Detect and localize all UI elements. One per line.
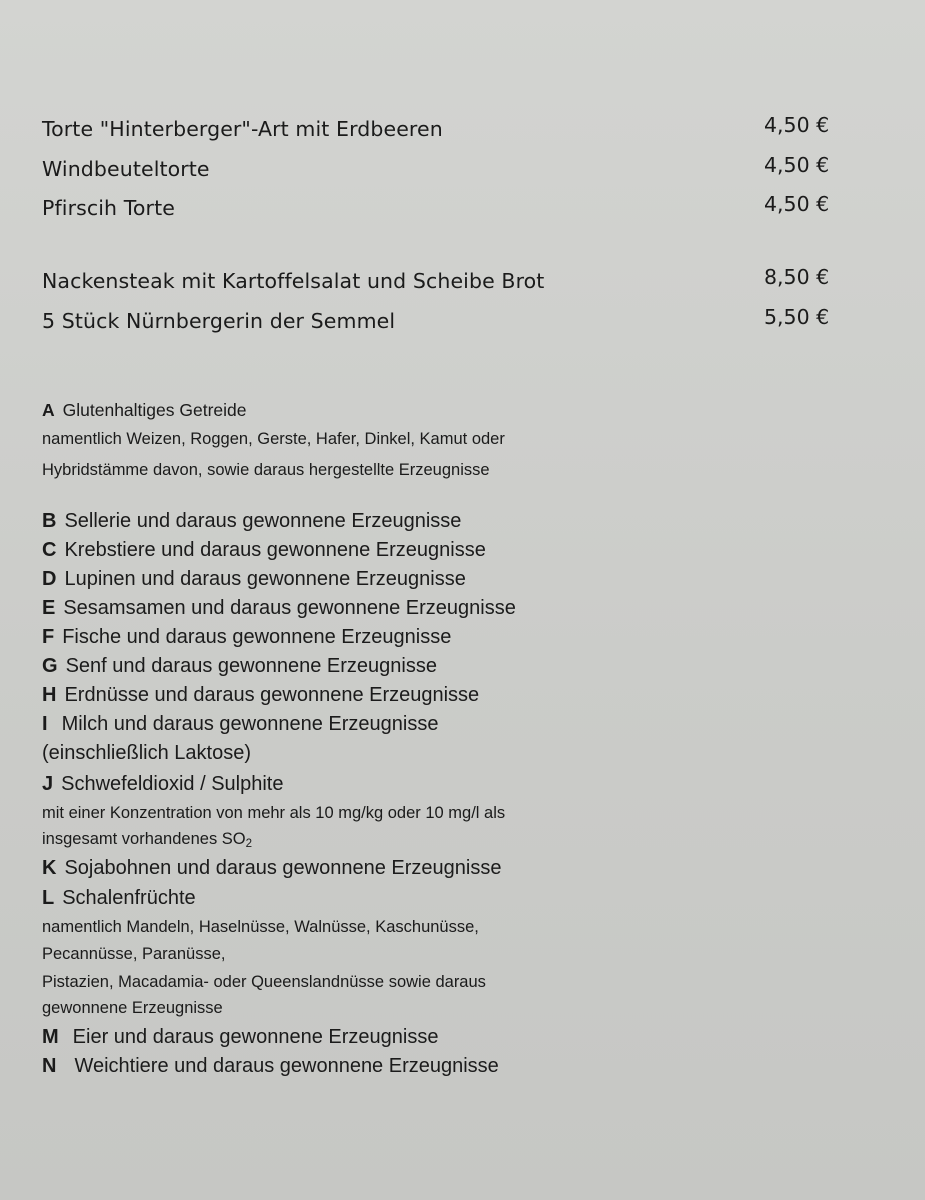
allergen-l-detail: Pecannüsse, Paranüsse, bbox=[42, 945, 226, 963]
allergen-label: Eier und daraus gewonnene Erzeugnisse bbox=[72, 1026, 439, 1048]
menu-item-name: Pfirscih Torte bbox=[42, 196, 175, 220]
allergen-i bbox=[42, 713, 438, 736]
allergen-code: B bbox=[42, 510, 57, 532]
menu-item bbox=[42, 192, 842, 226]
menu-item bbox=[42, 153, 842, 187]
allergen-label: Fische und daraus gewonnene Erzeugnisse bbox=[62, 626, 452, 648]
menu-item-name: 5 Stück Nürnbergerin der Semmel bbox=[42, 309, 396, 333]
allergen-label: Milch und daraus gewonnene Erzeugnisse bbox=[61, 713, 439, 735]
menu-item-price: 8,50 € bbox=[764, 265, 830, 289]
allergen-label: Erdnüsse und daraus gewonnene Erzeugnisse bbox=[64, 684, 480, 706]
allergen-c bbox=[42, 539, 486, 562]
allergen-j bbox=[42, 773, 283, 796]
allergen-code: E bbox=[42, 597, 56, 619]
menu-item-price: 4,50 € bbox=[764, 153, 830, 177]
allergen-l bbox=[42, 887, 196, 910]
allergen-m bbox=[42, 1026, 438, 1049]
allergen-e bbox=[42, 597, 516, 620]
allergen-code: N bbox=[42, 1055, 57, 1077]
menu-item-price: 5,50 € bbox=[764, 305, 830, 329]
allergen-g bbox=[42, 655, 437, 678]
allergen-f bbox=[42, 626, 451, 649]
allergen-label: Weichtiere und daraus gewonnene Erzeugnisse bbox=[74, 1055, 499, 1077]
menu-item-price: 4,50 € bbox=[764, 113, 830, 137]
allergen-h bbox=[42, 684, 479, 707]
allergen-code: D bbox=[42, 568, 57, 590]
allergen-j-subscript: 2 bbox=[245, 837, 253, 850]
menu-item bbox=[42, 265, 842, 299]
allergen-code: G bbox=[42, 655, 58, 677]
allergen-code: I bbox=[42, 713, 48, 735]
allergen-i-detail: (einschließlich Laktose) bbox=[42, 742, 251, 764]
allergen-code: H bbox=[42, 684, 57, 706]
allergen-b bbox=[42, 510, 461, 533]
allergen-label: Sesamsamen und daraus gewonnene Erzeugnisse bbox=[63, 597, 516, 619]
allergen-code: C bbox=[42, 539, 57, 561]
allergen-label: Schwefeldioxid / Sulphite bbox=[61, 773, 284, 795]
allergen-j-detail-text: insgesamt vorhandenes SO bbox=[42, 830, 246, 848]
allergen-l-detail: Pistazien, Macadamia- oder Queenslandnüsse sowie daraus bbox=[42, 973, 486, 991]
allergen-code: M bbox=[42, 1026, 59, 1048]
allergen-label: Schalenfrüchte bbox=[62, 887, 196, 909]
allergen-label: Krebstiere und daraus gewonnene Erzeugnisse bbox=[64, 539, 486, 561]
allergen-n bbox=[42, 1055, 499, 1078]
allergen-d bbox=[42, 568, 466, 591]
allergen-code: K bbox=[42, 857, 57, 879]
allergen-j-detail bbox=[42, 830, 252, 850]
menu-item-name: Windbeuteltorte bbox=[42, 157, 210, 181]
menu-item-name: Torte "Hinterberger"-Art mit Erdbeeren bbox=[42, 117, 443, 141]
allergen-code: A bbox=[42, 400, 55, 420]
allergen-label: Glutenhaltiges Getreide bbox=[62, 400, 247, 420]
allergen-label: Sellerie und daraus gewonnene Erzeugnisse bbox=[64, 510, 462, 532]
allergen-j-detail: mit einer Konzentration von mehr als 10 mg/kg oder 10 mg/l als bbox=[42, 804, 506, 822]
menu-item-price: 4,50 € bbox=[764, 192, 830, 216]
menu-item bbox=[42, 305, 842, 339]
allergen-code: L bbox=[42, 887, 55, 909]
allergen-label: Sojabohnen und daraus gewonnene Erzeugnisse bbox=[64, 857, 502, 879]
allergen-l-detail: gewonnene Erzeugnisse bbox=[42, 999, 223, 1017]
allergen-a-detail: Hybridstämme davon, sowie daraus hergestellte Erzeugnisse bbox=[42, 461, 490, 479]
menu-item-name: Nackensteak mit Kartoffelsalat und Scheibe Brot bbox=[42, 269, 545, 293]
allergen-l-detail: namentlich Mandeln, Haselnüsse, Walnüsse, Kaschunüsse, bbox=[42, 918, 479, 936]
allergen-a bbox=[42, 400, 247, 421]
allergen-a-detail: namentlich Weizen, Roggen, Gerste, Hafer, Dinkel, Kamut oder bbox=[42, 430, 505, 448]
allergen-code: J bbox=[42, 773, 54, 795]
allergen-k bbox=[42, 857, 501, 880]
allergen-code: F bbox=[42, 626, 55, 648]
menu-item bbox=[42, 113, 842, 147]
allergen-label: Senf und daraus gewonnene Erzeugnisse bbox=[65, 655, 437, 677]
allergen-label: Lupinen und daraus gewonnene Erzeugnisse bbox=[64, 568, 466, 590]
